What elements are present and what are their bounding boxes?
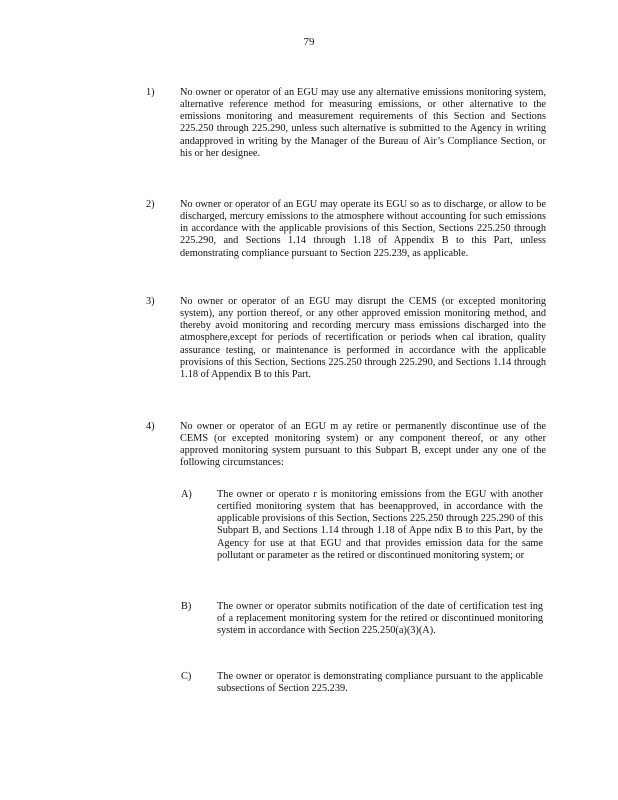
paragraph-text: No owner or operator of an EGU may use any alternative emissions monitoring system, alternative reference method for measuring emissions, or other alternative to the emissions monitoring and measurement requirements of this Section and Sections 225.250 through 225.290, unless such alternative is submitted to the Agency in writing andapproved in writing by the Manager of the Bureau of Air’s Compliance Section, or his or her designee. — [180, 87, 546, 159]
paragraph-4 — [146, 421, 546, 470]
paragraph-text: No owner or operator of an EGU may operate its EGU so as to discharge, or allow to be discharged, mercury emissions to the atmosphere without accounting for such emissions in accordance with the applicable provisions of this Section, Sections 225.250 through 225.290, and Sections 1.14 through 1.18 of Appendix B to this Part, unless demonstrating compliance pursuant to Section 225.239, as applicable. — [180, 199, 546, 259]
paragraph-number: 2) — [146, 199, 155, 210]
paragraph-1 — [146, 87, 546, 160]
subparagraph-a — [181, 489, 543, 562]
subparagraph-text: The owner or operator submits notification of the date of certification test ing of a replacement monitoring system for the retired or discontinued monitoring system in accordance with Section 225.250(a)(3)(A). — [217, 601, 543, 637]
paragraph-text: No owner or operator of an EGU m ay retire or permanently discontinue use of the CEMS (or excepted monitoring system) or any component thereof, or any other approved monitoring system pursuant to this Subpart B, except under any one of the following circumstances: — [180, 421, 546, 469]
paragraph-3 — [146, 296, 546, 381]
paragraph-number: 4) — [146, 421, 155, 432]
subparagraph-text: The owner or operato r is monitoring emissions from the EGU with another certified monitoring system that has beenapproved, in accordance with the applicable provisions of this Section, Sections 225.250 through 225.290 of this Subpart B, and Sections 1.14 through 1.18 of Appe ndix B to this Part, by the Agency for use at that EGU and that provides emission data for the same pollutant or parameter as the retired or discontinued monitoring system; or — [217, 489, 543, 561]
paragraph-2 — [146, 199, 546, 260]
subparagraph-text: The owner or operator is demonstrating compliance pursuant to the applicable subsections of Section 225.239. — [217, 671, 543, 695]
subparagraph-b — [181, 601, 543, 637]
paragraph-number: 1) — [146, 87, 155, 98]
paragraph-text: No owner or operator of an EGU may disrupt the CEMS (or excepted monitoring system), any portion thereof, or any other approved emission monitoring method, and thereby avoid monitoring and recording mercury mass emissions discharged into the atmosphere,except for periods of recertification or periods when cal ibration, quality assurance testing, or maintenance is performed in accordance with the applicable provisions of this Section, Sections 225.250 through 225.290, and Sections 1.14 through 1.18 of Appendix B to this Part. — [180, 296, 546, 380]
subparagraph-letter: B) — [181, 601, 192, 612]
subparagraph-c — [181, 671, 543, 695]
subparagraph-letter: C) — [181, 671, 192, 682]
paragraph-number: 3) — [146, 296, 155, 307]
page-number: 79 — [303, 36, 315, 48]
subparagraph-letter: A) — [181, 489, 192, 500]
